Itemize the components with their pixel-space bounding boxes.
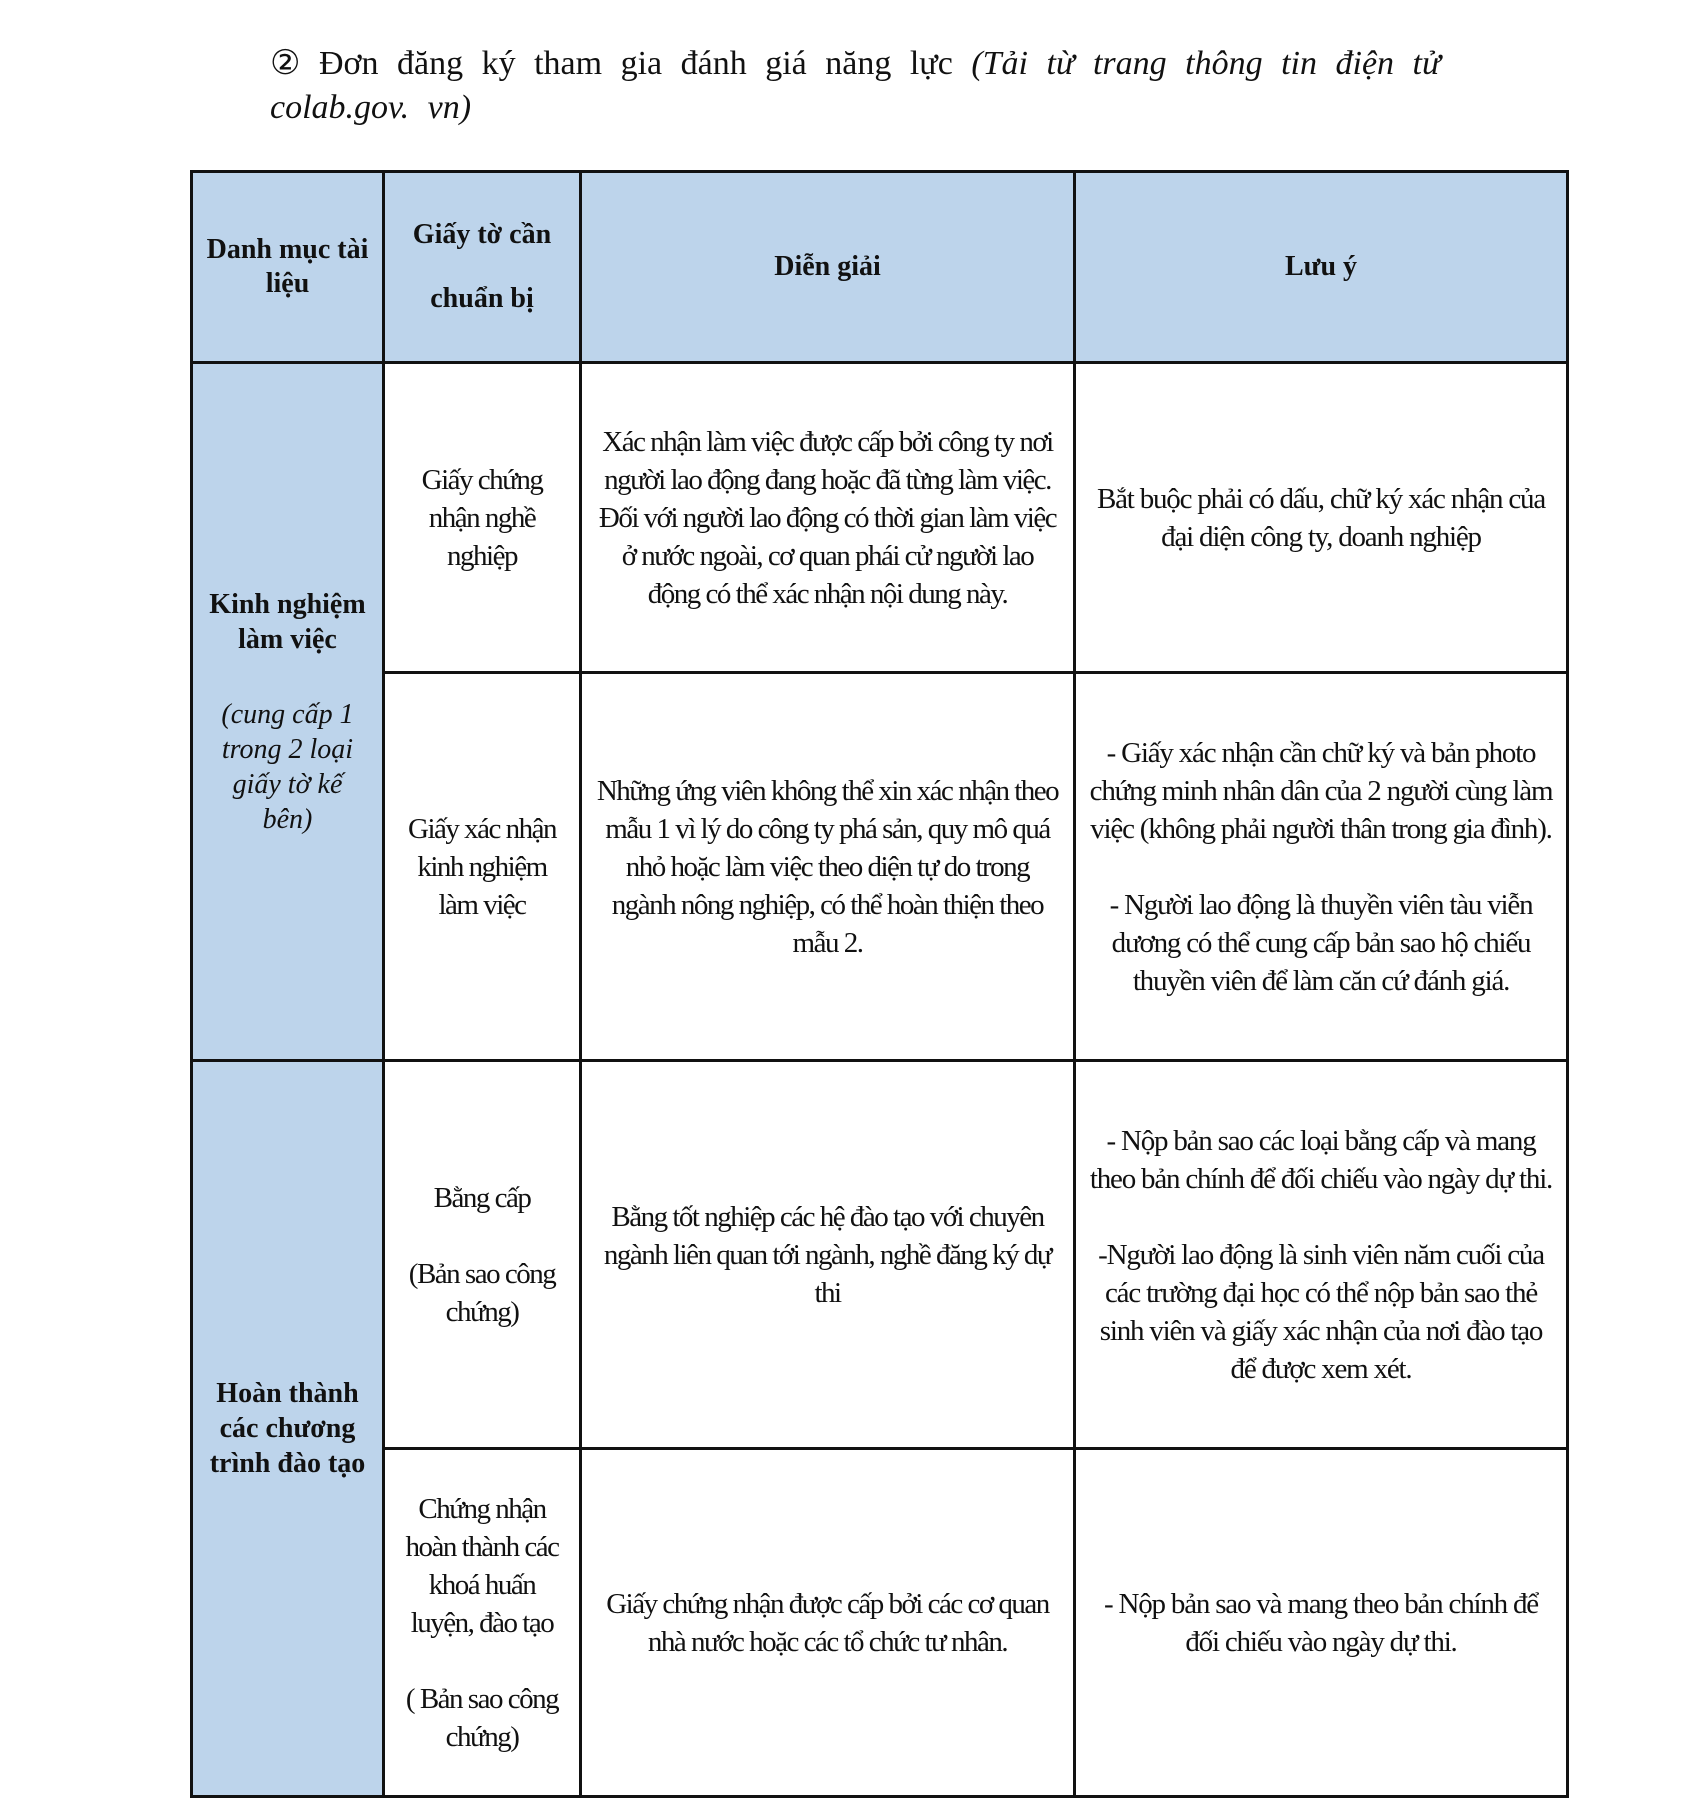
document-note: (Bản sao công chứng) [408,1257,556,1328]
notes-cell [1075,1061,1568,1449]
note-text: - Giấy xác nhận cần chữ ký và bản photo chứng minh nhân dân của 2 người cùng làm việc (không phải người thân trong gia đình). [1089,736,1553,845]
note-text: Bắt buộc phải có dấu, chữ ký xác nhận của đại diện công ty, doanh nghiệp [1096,482,1546,553]
document-name: Giấy xác nhận kinh nghiệm làm việc [408,812,556,921]
note-text: - Nộp bản sao các loại bằng cấp và mang theo bản chính để đối chiếu vào ngày dự thi. [1089,1124,1553,1195]
table-header-row [192,172,1568,363]
intro-paragraph [190,42,1490,130]
note-text: -Người lao động là sinh viên năm cuối của các trường đại học có thể nộp bản sao thẻ sinh viên và giấy xác nhận của nơi đào tạo để được xem xét. [1098,1238,1544,1385]
notes-cell [1075,1449,1568,1797]
document-name: Chứng nhận hoàn thành các khoá huấn luyện, đào tạo [405,1492,559,1639]
intro-italic-note: (Tải từ trang thông tin điện tử colab.gov. vn) [270,45,1441,126]
table-row [192,363,1568,673]
table-row [192,673,1568,1061]
document-name: Bằng cấp [433,1181,531,1214]
notes-cell [1075,363,1568,673]
table-row [192,1449,1568,1797]
document-name: Giấy chứng nhận nghề nghiệp [421,463,543,572]
notes-cell [1075,673,1568,1061]
note-text: - Nộp bản sao và mang theo bản chính để đối chiếu vào ngày dự thi. [1104,1587,1538,1658]
header-category: Danh mục tài liệu [192,172,384,363]
category-cell [192,1061,384,1797]
header-notes: Lưu ý [1075,172,1568,363]
document-requirements-table [190,170,1569,1798]
description-cell: Bằng tốt nghiệp các hệ đào tạo với chuyên ngành liên quan tới ngành, nghề đăng ký dự thi [581,1061,1075,1449]
category-note: (cung cấp 1 trong 2 loại giấy tờ kế bên) [221,698,354,835]
description-cell: Xác nhận làm việc được cấp bởi công ty nơi người lao động đang hoặc đã từng làm việc. Đối với người lao động có thời gian làm việc ở nước ngoài, cơ quan phái cử người lao động có thể xác nhận nội dung này. [581,363,1075,673]
category-title: Hoàn thành các chương trình đào tạo [209,1378,366,1479]
intro-lead-text: ② Đơn đăng ký tham gia đánh giá năng lực [270,45,953,82]
header-description: Diễn giải [581,172,1075,363]
description-cell: Giấy chứng nhận được cấp bởi các cơ quan nhà nước hoặc các tổ chức tư nhân. [581,1449,1075,1797]
description-cell: Những ứng viên không thể xin xác nhận theo mẫu 1 vì lý do công ty phá sản, quy mô quá nhỏ hoặc làm việc theo diện tự do trong ngành nông nghiệp, có thể hoàn thiện theo mẫu 2. [581,673,1075,1061]
table-row [192,1061,1568,1449]
document-cell [384,363,581,673]
document-note: ( Bản sao công chứng) [405,1682,559,1753]
document-cell [384,1449,581,1797]
category-cell [192,363,384,1061]
category-title: Kinh nghiệm làm việc [209,588,366,655]
note-text: - Người lao động là thuyền viên tàu viễn dương có thể cung cấp bản sao hộ chiếu thuyền viên để làm căn cứ đánh giá. [1109,888,1533,997]
document-cell [384,1061,581,1449]
header-document: Giấy tờ cần chuẩn bị [384,172,581,363]
document-cell [384,673,581,1061]
